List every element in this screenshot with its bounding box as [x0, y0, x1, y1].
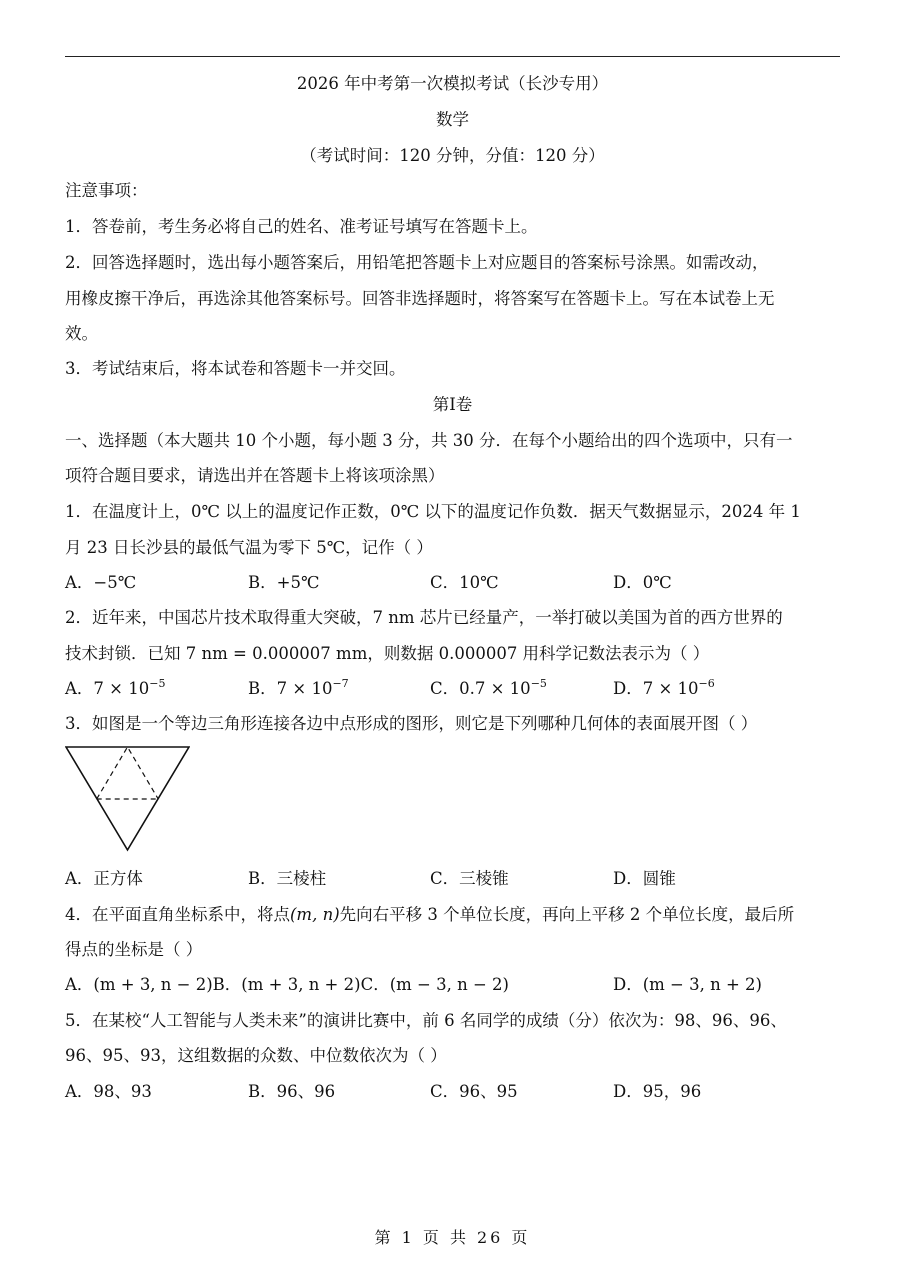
q2-stem-line-1: 2．近年来，中国芯片技术取得重大突破，7 nm 芯片已经量产，一举打破以美国为首的西方世界的 — [65, 608, 783, 627]
notice-item-1: 1．答卷前，考生务必将自己的姓名、准考证号填写在答题卡上。 — [65, 217, 538, 236]
part-heading-line-2: 项符合题目要求，请选出并在答题卡上将该项涂黑） — [65, 466, 445, 485]
q3-option-d: D．圆锥 — [613, 869, 676, 888]
q5-stem-line-1: 5．在某校“人工智能与人类未来”的演讲比赛中，前 6 名同学的成绩（分）依次为：98、96、96、 — [65, 1011, 787, 1030]
q4-option-d: D．(m − 3, n + 2) — [613, 975, 762, 994]
notice-item-2-line-1: 2．回答选择题时，选出每小题答案后，用铅笔把答题卡上对应题目的答案标号涂黑。如需改动， — [65, 253, 769, 272]
q1-stem-line-1: 1．在温度计上，0℃ 以上的温度记作正数，0℃ 以下的温度记作负数．据天气数据显示，2024 年 1 — [65, 502, 801, 521]
q1-stem-line-2: 月 23 日长沙县的最低气温为零下 5℃，记作（ ） — [65, 538, 433, 557]
triangle-net-figure — [65, 745, 190, 855]
q1-option-a: A．−5℃ — [65, 573, 137, 592]
notice-item-3: 3．考试结束后，将本试卷和答题卡一并交回。 — [65, 359, 406, 378]
q2-stem-line-2: 技术封锁．已知 7 nm = 0.000007 mm，则数据 0.000007 用科学记数法表示为（ ） — [65, 644, 710, 663]
q4-options-a-b-c: A．(m + 3, n − 2)B．(m + 3, n + 2)C．(m − 3, n − 2) — [65, 975, 509, 994]
current-page-number: 1 — [401, 1228, 415, 1247]
q4-stem-line-1: 4．在平面直角坐标系中，将点(m, n)先向右平移 3 个单位长度，再向上平移 2 个单位长度，最后所 — [65, 905, 795, 924]
q2-option-b: B．$7 \times 10^{-7}$ — [248, 677, 349, 698]
q1-option-c: C．10℃ — [430, 573, 499, 592]
total-pages: 26 — [476, 1228, 504, 1247]
part-heading-line-1: 一、选择题（本大题共 10 个小题，每小题 3 分，共 30 分．在每个小题给出的四个选项中，只有一 — [65, 431, 793, 450]
q3-stem-line-1: 3．如图是一个等边三角形连接各边中点形成的图形，则它是下列哪种几何体的表面展开图（ ） — [65, 714, 758, 733]
notice-item-2-line-3: 效。 — [65, 324, 98, 343]
q5-option-d: D．95，96 — [613, 1082, 702, 1101]
notice-heading: 注意事项： — [65, 181, 148, 200]
volume-title: 第Ⅰ卷 — [432, 395, 473, 414]
q1-option-b: B．+5℃ — [248, 573, 320, 592]
subject-title: 数学 — [436, 110, 469, 129]
q2-option-a: A．$7 \times 10^{-5}$ — [65, 677, 166, 698]
notice-item-2-line-2: 用橡皮擦干净后，再选涂其他答案标号。回答非选择题时，将答案写在答题卡上。写在本试卷上无 — [65, 289, 775, 308]
q1-option-d: D．0℃ — [613, 573, 672, 592]
q3-option-b: B．三棱柱 — [248, 869, 327, 888]
header-rule — [65, 56, 840, 57]
q3-option-a: A．正方体 — [65, 869, 143, 888]
q2-option-c: C．$0.7 \times 10^{-5}$ — [430, 677, 547, 698]
page-footer: 第 1 页 共 26 页 — [374, 1228, 531, 1247]
q5-option-b: B．96、96 — [248, 1082, 336, 1101]
exam-title: 2026 年中考第一次模拟考试（长沙专用） — [296, 74, 609, 93]
q2-option-d: D．$7 \times 10^{-6}$ — [613, 677, 715, 698]
q5-option-a: A．98、93 — [65, 1082, 152, 1101]
q5-stem-line-2: 96、95、93，这组数据的众数、中位数依次为（ ） — [65, 1046, 447, 1065]
exam-info: （考试时间：120 分钟，分值：120 分） — [300, 146, 605, 165]
fold-line-sides — [97, 747, 159, 799]
q5-option-c: C．96、95 — [430, 1082, 518, 1101]
q3-option-c: C．三棱锥 — [430, 869, 509, 888]
q4-stem-line-2: 得点的坐标是（ ） — [65, 940, 203, 959]
